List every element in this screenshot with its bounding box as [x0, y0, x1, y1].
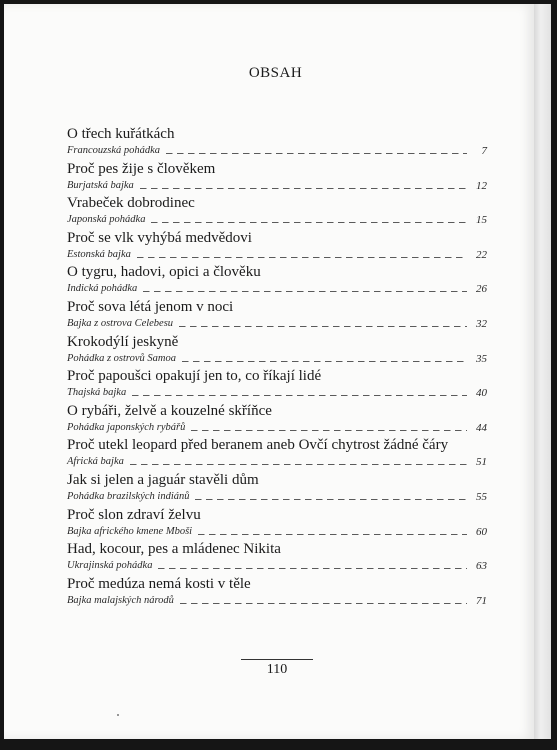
toc-entry-subline — [67, 594, 487, 607]
toc-entry-subline — [67, 144, 487, 157]
toc-entry-subtitle: Ukrajinská pohádka — [67, 560, 153, 572]
page-number: 110 — [266, 662, 288, 677]
toc-entry-title: Proč utekl leopard před beranem aneb Ovčí chytrost žádné čáry — [67, 437, 449, 454]
toc-entry — [67, 506, 487, 541]
toc-entry — [67, 160, 487, 195]
dashed-leader — [195, 499, 467, 500]
toc-entry-subtitle: Estonská bajka — [67, 248, 131, 260]
toc-entry — [67, 436, 487, 471]
toc-entry-subline — [67, 179, 487, 192]
toc-entry-subtitle: Burjatská bajka — [67, 179, 134, 191]
dashed-leader — [158, 568, 467, 569]
toc-entry-page: 71 — [476, 594, 487, 607]
toc-entry-title: Jak si jelen a jaguár stavěli dům — [67, 471, 259, 488]
toc-entry-title: O rybáři, želvě a kouzelné skříňce — [67, 402, 272, 419]
toc-entry-subtitle: Japonská pohádka — [67, 214, 146, 226]
toc-entry-subtitle: Indická pohádka — [67, 283, 138, 295]
toc-entry-subline — [67, 352, 487, 365]
toc-entry — [67, 540, 487, 575]
dashed-leader — [132, 395, 467, 396]
table-of-contents — [67, 125, 487, 609]
paper-speck — [117, 714, 119, 716]
toc-entry-title: Proč slon zdraví želvu — [67, 506, 201, 523]
toc-entry — [67, 402, 487, 437]
toc-entry-page: 12 — [476, 179, 487, 192]
toc-entry-page: 44 — [476, 421, 487, 434]
toc-entry-page: 32 — [476, 317, 487, 330]
footer-rule — [241, 659, 313, 660]
toc-entry-subline — [67, 248, 487, 261]
toc-entry-subline — [67, 525, 487, 538]
toc-entry-title: Proč papoušci opakují jen to, co říkají lidé — [67, 368, 322, 385]
toc-entry-page: 22 — [476, 248, 487, 261]
toc-entry-subtitle: Bajka z ostrova Celebesu — [67, 317, 174, 329]
toc-entry-subtitle: Africká bajka — [67, 456, 124, 468]
dashed-leader — [137, 257, 467, 258]
toc-entry — [67, 333, 487, 368]
toc-entry — [67, 575, 487, 610]
toc-entry-subtitle: Pohádka japonských rybářů — [67, 421, 186, 433]
dashed-leader — [179, 326, 467, 327]
toc-entry-page: 51 — [476, 456, 487, 469]
toc-entry-page: 26 — [476, 283, 487, 296]
toc-entry-page: 55 — [476, 490, 487, 503]
dashed-leader — [143, 291, 467, 292]
page-edge — [534, 4, 551, 739]
toc-entry-subtitle: Francouzská pohádka — [67, 145, 161, 156]
toc-entry-subline — [67, 282, 487, 295]
toc-entry-title: Krokodýlí jeskyně — [67, 333, 179, 350]
toc-entry — [67, 125, 487, 160]
toc-entry-page: 60 — [476, 525, 487, 538]
toc-entry-title: Vrabeček dobrodinec — [67, 195, 195, 212]
toc-entry-subtitle: Thajská bajka — [67, 387, 127, 399]
toc-entry — [67, 298, 487, 333]
toc-entry-page: 7 — [481, 145, 487, 157]
toc-entry — [67, 263, 487, 298]
toc-entry-subtitle: Pohádka brazilských indiánů — [67, 490, 190, 502]
toc-entry-page: 35 — [476, 352, 487, 365]
toc-entry-title: Proč sova létá jenom v noci — [67, 298, 234, 315]
dashed-leader — [166, 153, 467, 154]
dashed-leader — [130, 464, 467, 465]
dashed-leader — [191, 430, 467, 431]
toc-entry-subline — [67, 490, 487, 503]
toc-entry — [67, 367, 487, 402]
toc-entry-title: O tygru, hadovi, opici a člověku — [67, 264, 261, 281]
toc-entry-page: 15 — [476, 214, 487, 227]
toc-entry-subline — [67, 421, 487, 434]
dashed-leader — [140, 188, 467, 189]
toc-heading: OBSAH — [248, 65, 303, 81]
dashed-leader — [180, 603, 467, 604]
toc-entry-subline — [67, 455, 487, 468]
toc-entry-subtitle: Pohádka z ostrovů Samoa — [67, 352, 176, 364]
toc-entry-subline — [67, 386, 487, 399]
dashed-leader — [151, 222, 467, 223]
dashed-leader — [182, 361, 467, 362]
toc-entry-title: Proč pes žije s člověkem — [67, 160, 216, 177]
toc-entry-subtitle: Bajka afrického kmene Mboši — [67, 525, 193, 537]
toc-entry — [67, 194, 487, 229]
toc-entry-subline — [67, 317, 487, 330]
toc-entry-subline — [67, 213, 487, 226]
toc-entry — [67, 471, 487, 506]
toc-entry-page: 40 — [476, 387, 487, 400]
toc-entry-page: 63 — [476, 560, 487, 573]
toc-entry-title: Had, kocour, pes a mládenec Nikita — [67, 541, 281, 558]
toc-entry-subline — [67, 559, 487, 572]
toc-entry-title: O třech kuřátkách — [67, 126, 175, 142]
dashed-leader — [198, 534, 467, 535]
toc-entry-title: Proč se vlk vyhýbá medvědovi — [67, 229, 252, 246]
toc-entry — [67, 229, 487, 264]
toc-entry-title: Proč medúza nemá kosti v těle — [67, 575, 251, 592]
toc-entry-subtitle: Bajka malajských národů — [67, 594, 174, 606]
